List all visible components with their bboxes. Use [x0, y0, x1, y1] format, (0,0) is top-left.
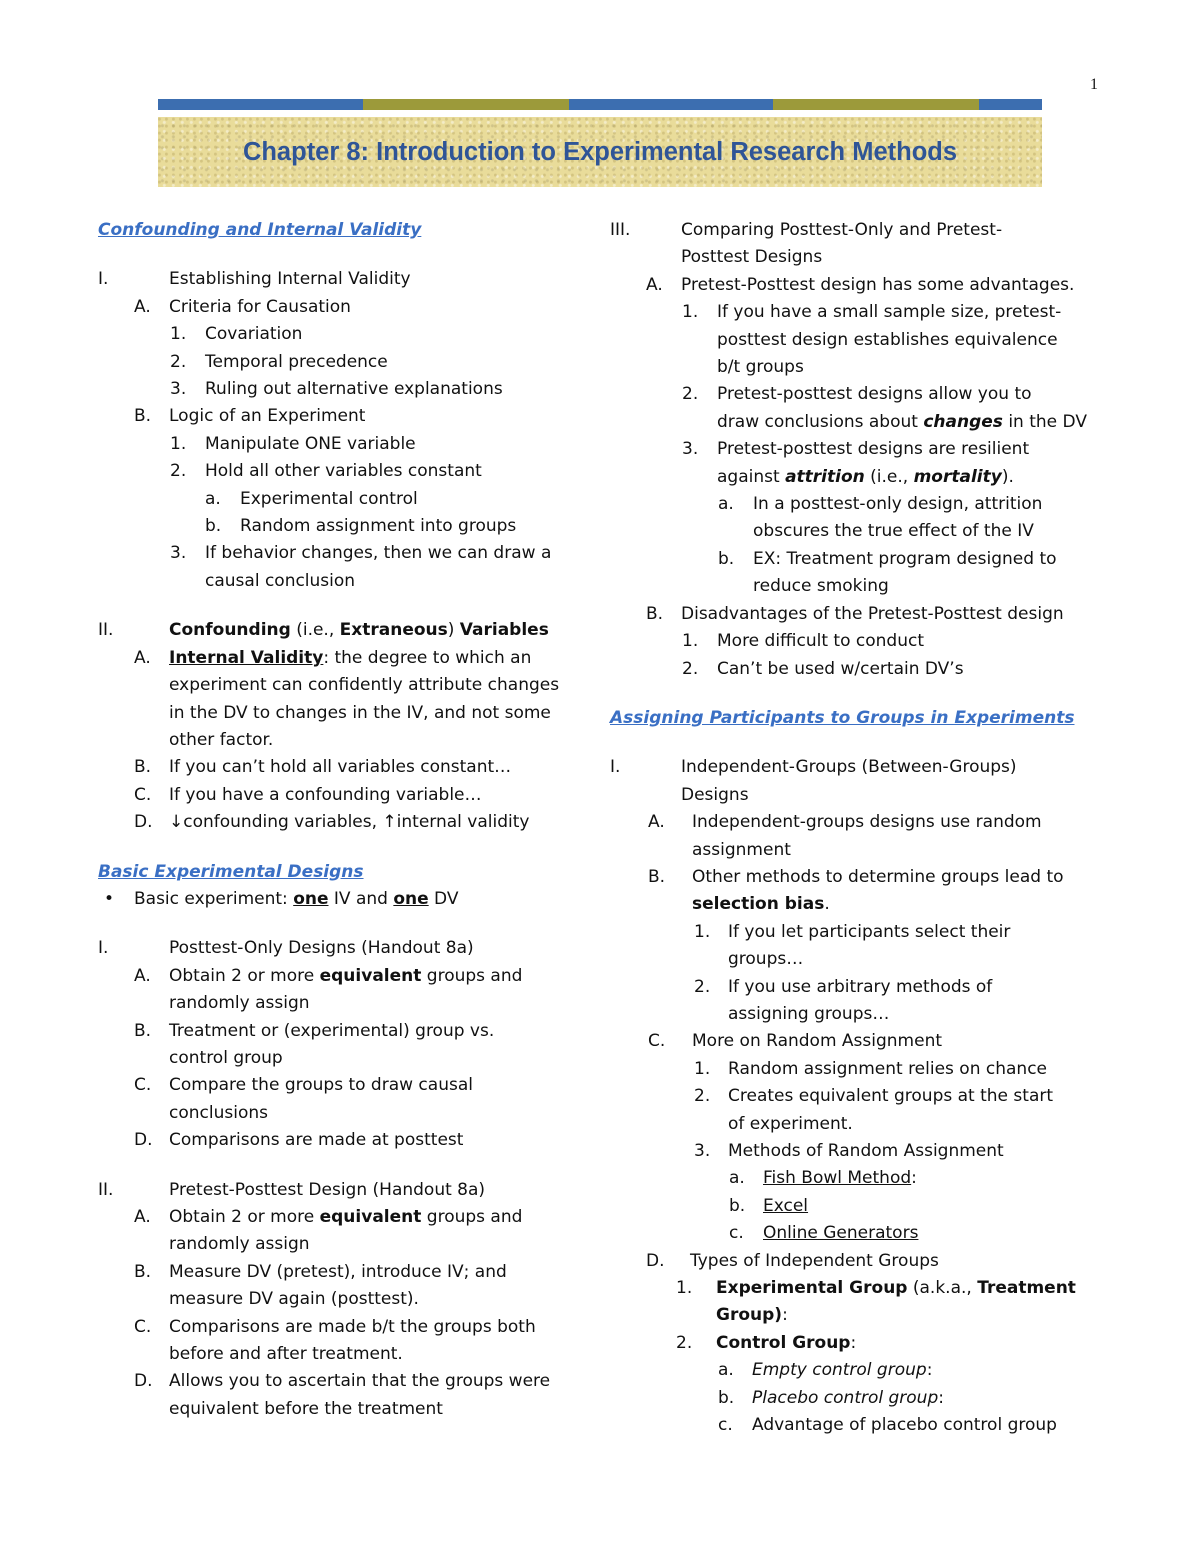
outline-text: Treatment or (experimental) group vs.: [169, 1020, 495, 1041]
outline-text: Obtain 2 or more: [169, 1207, 320, 1227]
outline-marker: C.: [134, 784, 152, 805]
outline-text: reduce smoking: [753, 576, 889, 597]
outline-text: measure DV again (posttest).: [169, 1289, 419, 1310]
outline-item: [98, 754, 593, 781]
outline-text: Allows you to ascertain that the groups were: [169, 1371, 551, 1392]
outline-marker: a.: [729, 1168, 745, 1189]
outline-text: Independent-Groups (Between-Groups): [681, 757, 1017, 778]
outline-text: Experimental control: [240, 488, 418, 509]
outline-continuation: [98, 700, 593, 727]
outline-marker: 2.: [170, 351, 187, 372]
outline-marker: III.: [610, 220, 631, 240]
outline-text: Hold all other variables constant: [205, 461, 482, 482]
outline-text: Designs: [681, 784, 749, 805]
bold-term: Extraneous: [339, 620, 448, 641]
bullet-icon: •: [104, 888, 115, 909]
outline-text: Covariation: [205, 324, 303, 345]
outline-text: in the DV: [1002, 411, 1087, 432]
outline-text: of experiment.: [728, 1113, 853, 1134]
left-column: [98, 217, 593, 1423]
outline-text: More difficult to conduct: [717, 631, 924, 652]
outline-marker: 3.: [682, 439, 699, 460]
outline-text: groups and: [421, 965, 523, 986]
bold-term: equivalent: [319, 1207, 422, 1227]
outline-text: Criteria for Causation: [169, 296, 351, 317]
outline-item: [610, 299, 1105, 326]
outline-marker: 3.: [170, 379, 187, 400]
outline-text: Comparisons are made at posttest: [169, 1130, 464, 1151]
outline-continuation: [98, 727, 593, 754]
section-heading: [98, 217, 593, 244]
outline-text: :: [850, 1332, 857, 1353]
outline-marker: I.: [98, 938, 109, 959]
outline-marker: A.: [648, 812, 665, 833]
outline-marker: 1.: [170, 433, 187, 454]
outline-marker: B.: [134, 1020, 152, 1041]
outline-item: [98, 935, 593, 962]
outline-text: (a.k.a.,: [907, 1278, 978, 1299]
outline-marker: 1.: [682, 631, 699, 652]
outline-continuation: [610, 1111, 1105, 1138]
outline-item: [98, 1072, 593, 1099]
outline-continuation: [610, 1001, 1105, 1028]
outline-item: [610, 809, 1105, 836]
outline-item: [610, 1357, 1105, 1384]
bold-italic-term: mortality: [913, 466, 1002, 487]
section-heading-text: Assigning Participants to Groups in Experiments: [610, 707, 1075, 728]
outline-marker: 1.: [676, 1278, 693, 1299]
right-column: [610, 217, 1105, 1439]
outline-marker: A.: [646, 274, 663, 295]
outline-continuation: [610, 573, 1105, 600]
outline-continuation: [610, 244, 1105, 271]
outline-text: randomly assign: [169, 993, 310, 1014]
outline-continuation: [98, 1045, 593, 1072]
outline-item: [98, 349, 593, 376]
header-bar-4: [773, 99, 979, 110]
header-decoration-bars: [158, 99, 1042, 110]
outline-marker: 1.: [682, 302, 699, 323]
outline-text: Posttest-Only Designs (Handout 8a): [169, 938, 474, 959]
outline-item: [610, 864, 1105, 891]
bold-term: Control Group: [716, 1332, 851, 1353]
outline-continuation: [610, 837, 1105, 864]
outline-text: obscures the true effect of the IV: [753, 521, 1034, 542]
outline-item: [98, 1127, 593, 1154]
outline-marker: B.: [134, 757, 152, 778]
bold-term: Confounding: [169, 620, 291, 641]
outline-item: [98, 321, 593, 348]
outline-continuation: [610, 327, 1105, 354]
outline-item: [98, 1368, 593, 1395]
outline-text: Creates equivalent groups at the start: [728, 1086, 1054, 1107]
outline-item: [98, 294, 593, 321]
outline-marker: C.: [134, 1316, 152, 1337]
outline-marker: 2.: [682, 384, 699, 405]
outline-continuation: [610, 946, 1105, 973]
outline-text: ).: [1001, 466, 1014, 487]
outline-marker: D.: [134, 812, 153, 833]
outline-text: Establishing Internal Validity: [169, 269, 411, 290]
outline-item: [98, 617, 593, 644]
outline-marker: D.: [134, 1130, 153, 1151]
outline-marker: a.: [718, 494, 734, 515]
bold-italic-term: attrition: [785, 466, 865, 487]
outline-item: [610, 601, 1105, 628]
outline-text: Independent-groups designs use random: [692, 812, 1042, 833]
underlined-term: Excel: [763, 1195, 809, 1216]
outline-marker: I.: [610, 757, 621, 778]
outline-item: [610, 1248, 1105, 1275]
outline-text: Basic experiment:: [134, 888, 294, 909]
outline-text: :: [911, 1168, 917, 1189]
outline-item: [610, 1083, 1105, 1110]
outline-continuation: [98, 1100, 593, 1127]
outline-item: [610, 1275, 1105, 1302]
outline-text: before and after treatment.: [169, 1344, 403, 1365]
outline-item: [98, 376, 593, 403]
outline-continuation: [610, 782, 1105, 809]
outline-text: In a posttest-only design, attrition: [753, 494, 1043, 515]
outline-item: [98, 458, 593, 485]
outline-marker: B.: [134, 1261, 152, 1282]
outline-text: If behavior changes, then we can draw a: [205, 543, 552, 564]
outline-item: [98, 963, 593, 990]
outline-item: [610, 656, 1105, 683]
outline-marker: B.: [134, 406, 152, 427]
outline-text: Comparing Posttest-Only and Pretest-: [681, 220, 1003, 240]
outline-text: :: [938, 1387, 944, 1408]
outline-marker: A.: [134, 965, 151, 986]
bold-term: Variables: [459, 620, 549, 641]
outline-continuation: [98, 1286, 593, 1313]
outline-marker: 2.: [682, 658, 699, 679]
outline-marker: D.: [646, 1250, 665, 1271]
outline-text: (i.e.,: [290, 620, 340, 641]
outline-marker: 1.: [170, 324, 187, 345]
outline-text: If you have a small sample size, pretest-: [717, 302, 1062, 323]
outline-text: Disadvantages of the Pretest-Posttest design: [681, 603, 1064, 624]
outline-item: [610, 1412, 1105, 1439]
page-number: 1: [1090, 76, 1098, 93]
outline-text: Can’t be used w/certain DV’s: [717, 658, 964, 679]
outline-marker: 2.: [676, 1332, 693, 1353]
bold-term: Treatment: [977, 1278, 1076, 1299]
header-bar-5: [979, 99, 1042, 110]
outline-text: Posttest Designs: [681, 247, 823, 268]
outline-text: b/t groups: [717, 357, 804, 378]
outline-item: [610, 1330, 1105, 1357]
outline-text: randomly assign: [169, 1234, 310, 1255]
outline-text: experiment can confidently attribute changes: [169, 675, 560, 696]
outline-marker: b.: [205, 516, 222, 537]
outline-marker: B.: [648, 866, 666, 887]
section-heading-text: Basic Experimental Designs: [98, 861, 364, 882]
outline-marker: b.: [718, 1387, 735, 1408]
outline-text: conclusions: [169, 1102, 268, 1123]
header-bar-1: [158, 99, 363, 110]
outline-text: Temporal precedence: [205, 351, 388, 372]
outline-item: [610, 1165, 1105, 1192]
underlined-term: Online Generators: [763, 1223, 919, 1244]
outline-marker: C.: [648, 1031, 666, 1052]
outline-text: If you have a confounding variable…: [169, 784, 482, 805]
outline-item: [610, 436, 1105, 463]
outline-continuation: [610, 464, 1105, 491]
bold-term: Experimental Group: [716, 1278, 908, 1299]
outline-item: [98, 809, 593, 836]
italic-term: Placebo control group: [752, 1387, 939, 1408]
outline-text: (i.e.,: [864, 466, 914, 487]
outline-text: Manipulate ONE variable: [205, 433, 416, 454]
outline-continuation: [98, 568, 593, 595]
outline-item: [610, 1138, 1105, 1165]
section-heading: [98, 859, 593, 886]
outline-text: causal conclusion: [205, 570, 356, 591]
outline-text: groups…: [728, 949, 804, 970]
outline-text: IV and: [328, 888, 394, 909]
outline-marker: a.: [718, 1360, 734, 1381]
outline-item: [98, 1314, 593, 1341]
outline-marker: 2.: [694, 976, 711, 997]
outline-continuation: [610, 354, 1105, 381]
outline-item: [610, 272, 1105, 299]
outline-text: EX: Treatment program designed to: [753, 548, 1057, 569]
outline-text: Obtain 2 or more: [169, 965, 320, 986]
outline-item: [610, 217, 1105, 244]
outline-continuation: [98, 1231, 593, 1258]
outline-marker: a.: [205, 488, 221, 509]
outline-text: Pretest-posttest designs are resilient: [717, 439, 1030, 460]
bold-term: equivalent: [319, 965, 422, 986]
outline-item: [98, 513, 593, 540]
outline-text: :: [926, 1360, 933, 1381]
italic-term: Empty control group: [752, 1360, 927, 1381]
outline-continuation: [610, 409, 1105, 436]
outline-item: [610, 1385, 1105, 1412]
outline-marker: A.: [134, 296, 151, 317]
outline-item: [98, 1177, 593, 1204]
bold-underlined-term: Internal Validity: [169, 647, 324, 668]
outline-marker: A.: [134, 647, 151, 668]
outline-item: [98, 266, 593, 293]
outline-text: in the DV to changes in the IV, and not some: [169, 702, 551, 723]
outline-item: [610, 919, 1105, 946]
outline-marker: 2.: [694, 1086, 711, 1107]
bold-underlined-term: one: [393, 888, 429, 909]
outline-continuation: [98, 990, 593, 1017]
outline-text: .: [824, 894, 830, 915]
outline-text: :: [782, 1305, 788, 1326]
outline-continuation: [610, 518, 1105, 545]
outline-marker: c.: [729, 1223, 744, 1244]
outline-text: posttest design establishes equivalence: [717, 329, 1058, 350]
outline-text: assignment: [692, 839, 791, 860]
outline-item: [610, 1028, 1105, 1055]
outline-item: [610, 1220, 1105, 1247]
title-banner: [158, 117, 1042, 187]
outline-text: Random assignment into groups: [240, 516, 517, 537]
underlined-term: Fish Bowl Method: [763, 1168, 912, 1189]
outline-item: [610, 491, 1105, 518]
outline-text: Other methods to determine groups lead to: [692, 866, 1064, 887]
outline-item: [98, 403, 593, 430]
bold-term: Group): [716, 1305, 783, 1326]
outline-text: control group: [169, 1047, 283, 1068]
outline-item: [98, 486, 593, 513]
outline-text: More on Random Assignment: [692, 1031, 943, 1052]
outline-text: Logic of an Experiment: [169, 406, 366, 427]
outline-marker: A.: [134, 1207, 151, 1227]
outline-item: [610, 974, 1105, 1001]
outline-text: Advantage of placebo control group: [752, 1415, 1057, 1436]
outline-marker: 2.: [170, 461, 187, 482]
outline-text: : the degree to which an: [323, 647, 532, 668]
outline-text: other factor.: [169, 729, 274, 750]
outline-marker: 1.: [694, 1058, 711, 1079]
outline-marker: C.: [134, 1075, 152, 1096]
outline-item: [98, 431, 593, 458]
outline-item: [610, 1193, 1105, 1220]
outline-item: [610, 1056, 1105, 1083]
bullet-item: [98, 886, 593, 913]
outline-text: Pretest-posttest designs allow you to: [717, 384, 1032, 405]
section-heading-text: Confounding and Internal Validity: [98, 220, 422, 240]
outline-text: If you use arbitrary methods of: [728, 976, 993, 997]
outline-marker: I.: [98, 269, 109, 290]
outline-text: Ruling out alternative explanations: [205, 379, 503, 400]
outline-text: Pretest-Posttest Design (Handout 8a): [169, 1179, 486, 1200]
outline-item: [98, 1259, 593, 1286]
bold-underlined-term: one: [293, 888, 329, 909]
header-bar-2: [363, 99, 569, 110]
outline-marker: B.: [646, 603, 664, 624]
outline-marker: II.: [98, 1179, 114, 1200]
outline-text: Random assignment relies on chance: [728, 1058, 1048, 1079]
outline-text: draw conclusions about: [717, 411, 924, 432]
outline-marker: 3.: [694, 1141, 711, 1161]
page-title: Chapter 8: Introduction to Experimental Research Methods: [242, 137, 958, 166]
outline-item: [98, 1018, 593, 1045]
outline-marker: D.: [134, 1371, 153, 1392]
outline-item: [98, 782, 593, 809]
outline-item: [610, 754, 1105, 781]
outline-continuation: [98, 1396, 593, 1423]
section-heading: [610, 705, 1105, 732]
outline-text: Measure DV (pretest), introduce IV; and: [169, 1261, 507, 1282]
outline-item: [98, 1204, 593, 1231]
outline-item: [98, 540, 593, 567]
outline-text: Types of Independent Groups: [690, 1250, 939, 1271]
header-bar-3: [569, 99, 773, 110]
outline-item: [610, 381, 1105, 408]
outline-text: ↓confounding variables, ↑internal validity: [169, 812, 530, 833]
outline-marker: b.: [729, 1195, 746, 1216]
outline-text: ): [447, 620, 460, 641]
outline-marker: b.: [718, 548, 735, 569]
outline-marker: 3.: [170, 543, 187, 564]
outline-text: groups and: [421, 1207, 523, 1227]
outline-marker: II.: [98, 620, 114, 641]
outline-text: against: [717, 466, 786, 487]
outline-marker: c.: [718, 1415, 733, 1436]
outline-text: equivalent before the treatment: [169, 1398, 443, 1419]
outline-text: Methods of Random Assignment: [728, 1141, 1004, 1161]
outline-continuation: [610, 1302, 1105, 1329]
outline-marker: 1.: [694, 921, 711, 942]
outline-continuation: [98, 672, 593, 699]
outline-item: [610, 628, 1105, 655]
outline-text: assigning groups…: [728, 1003, 890, 1024]
outline-text: DV: [428, 888, 459, 909]
outline-text: If you can’t hold all variables constant…: [169, 757, 512, 778]
outline-text: If you let participants select their: [728, 921, 1011, 942]
outline-continuation: [98, 1341, 593, 1368]
bold-term: selection bias: [692, 894, 825, 915]
outline-text: Pretest-Posttest design has some advantages.: [681, 274, 1075, 295]
bold-italic-term: changes: [923, 411, 1003, 432]
outline-text: Comparisons are made b/t the groups both: [169, 1316, 536, 1337]
outline-text: Compare the groups to draw causal: [169, 1075, 473, 1096]
outline-item: [610, 546, 1105, 573]
outline-continuation: [610, 891, 1105, 918]
outline-item: [98, 645, 593, 672]
